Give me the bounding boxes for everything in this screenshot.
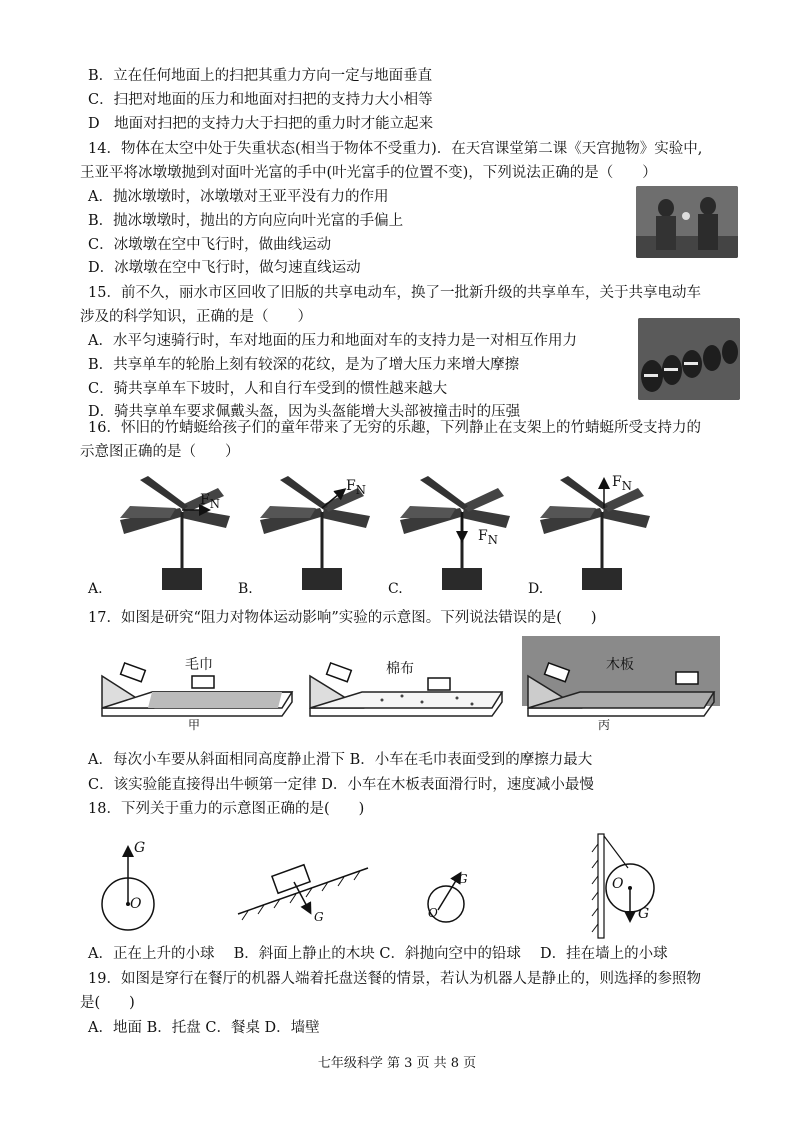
q17-options-ab: A．每次小车要从斜面相同高度静止滑下 B．小车在毛巾表面受到的摩擦力最大 <box>88 752 593 768</box>
q18-label-o-a: O <box>130 896 142 912</box>
q15-option-a: A．水平匀速骑行时，车对地面的压力和地面对车的支持力是一对相互作用力 <box>88 333 577 349</box>
q17-tag-bing: 丙 <box>598 718 611 732</box>
q14-option-b: B．抛冰墩墩时，抛出的方向应向叶光富的手偏上 <box>88 213 404 229</box>
q13-option-c: C．扫把对地面的压力和地面对扫把的支持力大小相等 <box>88 92 433 108</box>
q15-stem-line1: 15．前不久，丽水市区回收了旧版的共享电动车，换了一批新升级的共享单车，关于共享电动车 <box>88 285 701 301</box>
q14-stem-line1: 14．物体在太空中处于失重状态(相当于物体不受重力)．在天宫课堂第二课《天宫抛物》实验中, <box>88 141 703 157</box>
q16-label-d: D. <box>528 581 544 597</box>
q13-option-d: D 地面对扫把的支持力大于扫把的重力时才能立起来 <box>88 116 434 132</box>
q19-options: A．地面 B．托盘 C．餐桌 D．墙壁 <box>88 1020 320 1036</box>
q15-stem-line2: 涉及的科学知识，正确的是（ ） <box>80 309 312 325</box>
q16-stem-line1: 16．怀旧的竹蜻蜓给孩子们的童年带来了无穷的乐趣，下列静止在支架上的竹蜻蜓所受支持力的 <box>88 420 701 436</box>
q18-label-g-d: G <box>638 906 650 922</box>
q18-figure-a <box>102 848 154 930</box>
q18-label-g-b: G <box>314 910 324 924</box>
q16-force-label-b: $F_N$ <box>346 478 366 497</box>
q13-option-b: B．立在任何地面上的扫把其重力方向一定与地面垂直 <box>88 68 433 84</box>
q16-label-b: B. <box>238 581 253 597</box>
q16-stem-line2: 示意图正确的是（ ） <box>80 444 240 460</box>
q18-label-o-d: O <box>612 876 624 892</box>
q17-experiment-figure <box>92 636 720 732</box>
q18-figure-b <box>238 865 368 920</box>
q18-label-g-a: G <box>134 840 146 856</box>
q14-astronaut-photo <box>636 186 738 258</box>
q17-tag-jia: 甲 <box>188 718 201 732</box>
q17-label-towel: 毛巾 <box>185 657 213 673</box>
q18-label-o-c: O <box>428 906 438 920</box>
q15-bikes-photo <box>638 318 740 400</box>
q18-gravity-figures <box>98 828 678 940</box>
q14-option-a: A．抛冰墩墩时，冰墩墩对王亚平没有力的作用 <box>88 189 389 205</box>
q19-stem-line2: 是( ) <box>80 995 135 1011</box>
q16-label-c: C. <box>388 581 403 597</box>
q18-options: A．正在上升的小球 B．斜面上静止的木块 C．斜抛向空中的铅球 D．挂在墙上的小球 <box>88 946 668 962</box>
q17-stem: 17．如图是研究“阻力对物体运动影响”实验的示意图。下列说法错误的是( ) <box>88 610 597 626</box>
q18-stem: 18．下列关于重力的示意图正确的是( ) <box>88 801 365 817</box>
q19-stem-line1: 19．如图是穿行在餐厅的机器人端着托盘送餐的情景，若认为机器人是静止的，则选择的参照物 <box>88 971 701 987</box>
q16-force-label-c: $F_N$ <box>478 528 498 547</box>
q16-figure-d <box>540 476 650 590</box>
q16-label-a: A. <box>88 581 103 597</box>
q14-option-d: D．冰墩墩在空中飞行时，做匀速直线运动 <box>88 260 361 276</box>
q16-force-label-d: $F_N$ <box>612 474 632 493</box>
q15-option-d: D．骑共享单车要求佩戴头盔，因为头盔能增大头部被撞击时的压强 <box>88 404 521 420</box>
q14-stem-line2: 王亚平将冰墩墩抛到对面叶光富的手中(叶光富手的位置不变)，下列说法正确的是（ ） <box>80 165 657 181</box>
q15-option-b: B．共享单车的轮胎上刻有较深的花纹，是为了增大压力来增大摩擦 <box>88 357 520 373</box>
q15-option-c: C．骑共享单车下坡时，人和自行车受到的惯性越来越大 <box>88 381 448 397</box>
q14-option-c: C．冰墩墩在空中飞行时，做曲线运动 <box>88 237 332 253</box>
q17-options-cd: C．该实验能直接得出牛顿第一定律 D．小车在木板表面滑行时，速度减小最慢 <box>88 777 594 793</box>
page-footer: 七年级科学 第 3 页 共 8 页 <box>317 1056 477 1071</box>
q17-label-cotton: 棉布 <box>386 661 414 677</box>
q17-label-wood: 木板 <box>606 657 634 673</box>
q16-force-label-a: $F_N$ <box>200 492 220 511</box>
q18-label-g-c: G <box>458 872 468 886</box>
